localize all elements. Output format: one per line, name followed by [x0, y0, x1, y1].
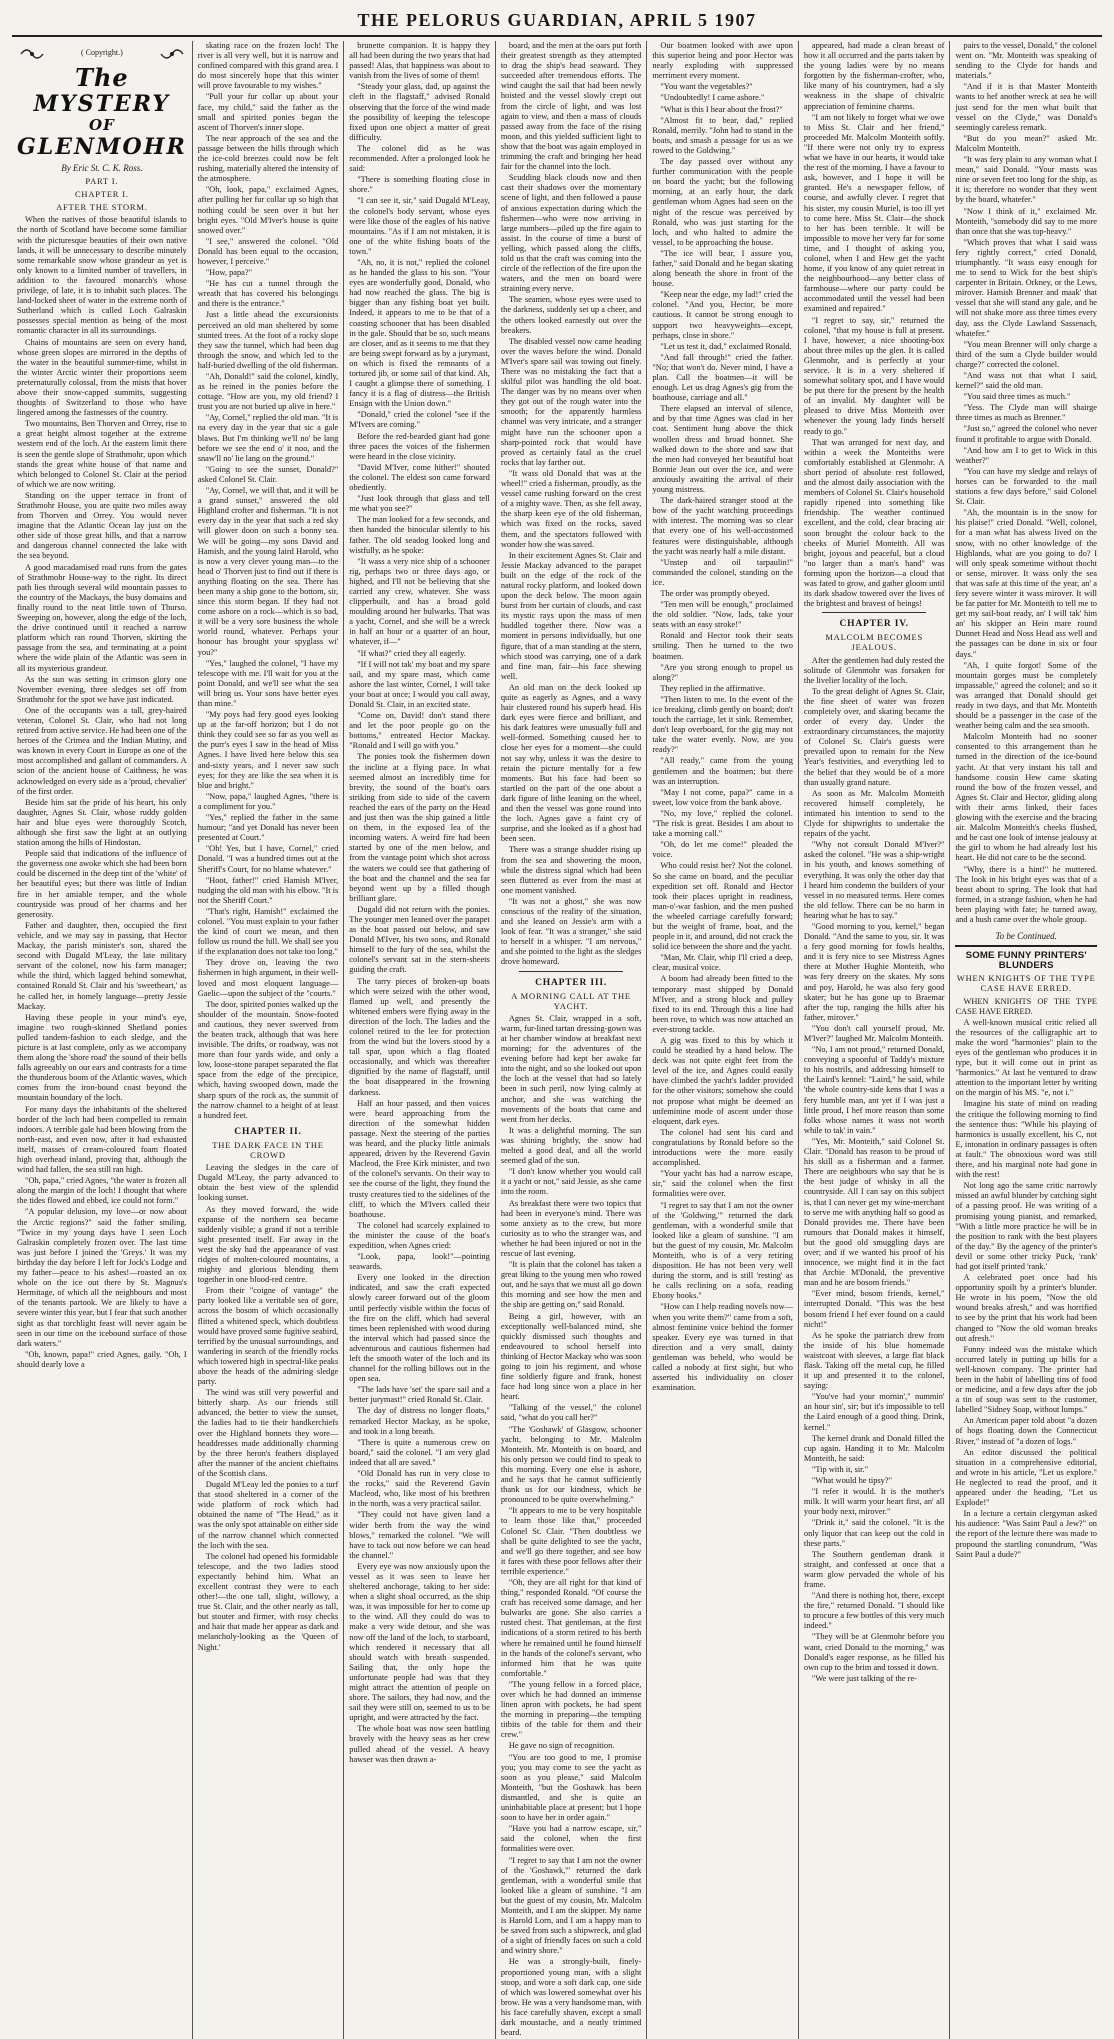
paragraph: "The 'Goshawk' of Glasgow, schooner yacht, belonging to Mr. Malcolm Monteith. Mr. Monteith is on board, and his only person we could find to speak to this morning. Every one else is ashore, and he says that he cannot sufficiently thank us for our kindness, which he pronounced to be quite overwhelming." — [500, 1424, 642, 1505]
paragraph: An American paper told about "a dozen of hogs floating down the Connecticut River," instead of "a dozen of logs." — [955, 1416, 1097, 1446]
paragraph: The door, spirited ponies walked up the shoulder of the mountain. Snow-footed and cautious, they never swerved from the beaten track, although that was here invisible. The drifts, or roadway, was not more than four yards wide, and only a low, loose-stone parapet separated the flat space from the edge of the precipice, which, having swooped down, made the sharp spurs of the rock as, the summit of the narrow channel to a height of at least a hundred feet. — [197, 999, 339, 1120]
paragraph: "Going to see the sunset, Donald?" asked Colonel St. Clair. — [197, 464, 339, 484]
paragraph: "Unstep and oil tarpaulin!" commanded the colonel, standing on the ice. — [652, 557, 793, 587]
paragraph: The dark-haired stranger stood at the bow of the yacht watching proceedings with interest. The morning was so clear that every one of his well-accustomed features were distinguishable, although the yacht was nearly half a mile distant. — [652, 496, 793, 556]
paragraph: "Good morning to you, kernel," began Donald. "And the same to you, sir. It was a fery good morning for fowls healths, and it is fery nice to see Mistress Agnes there at Mother Hughie Monteith, who was fery dreery on the skates. My sons and poy, Harold, he was also fery good skater; but he has gone up to Braemar after the tup, ranging the hills after his father, mirover." — [803, 921, 945, 1022]
paragraph: "And there is nothing hot, there, except the fire," returned Donald. "I should like to procure a few bottles of this very much indeed." — [803, 1591, 945, 1631]
paragraph: Being a girl, however, with an exceptionally well-balanced mind, she quickly dismissed such thoughts and endeavoured to school herself into thinking of Hector Mackay who was soon going to join his regiment, and whose fine soldierly figure and frank, honest face had long since won a place in her heart. — [500, 1311, 642, 1402]
paragraph: The colonel did as he was recommended. After a prolonged look he said: — [349, 143, 490, 174]
paragraph: "There is quite a numerous crew on board," said the colonel. "I am very glad indeed that all are saved." — [349, 1437, 490, 1467]
paragraph: It was a delightful morning. The sun was shining brightly, the snow had melted a good deal, and all the world seemed glad of the sun. — [500, 1125, 642, 1166]
paragraph: "It appears to me to be very hospitable to learn those like that," proceeded Colonel St. Clair. "Then doubtless we shall be quite delighted to see the yacht, and we'll go there together, and see how it fares with these poor fellows after their terrible experience." — [500, 1506, 642, 1576]
paragraph: "I can see it, sir," said Dugald M'Leay, the colonel's body servant, whose eyes were like those of the eagles of his native mountains. "As if I am not mistaken, it is one of the white fishing boats of the town." — [349, 196, 490, 256]
paragraph: The kernel drank and Donald filled the cup again. Handing it to Mr. Malcolm Monteith, he said: — [803, 1433, 945, 1463]
paragraph: "All ready," came from the young gentlemen and the boatmen; but there was an interruption. — [652, 756, 793, 786]
paragraph: pairs to the vessel, Donald," the colonel went on. "Mr. Monteith was speaking of sending to the Clyde for hands and materials." — [955, 41, 1097, 81]
paragraph: "Pull your fur collar up about your face, my child," said the father as the small and spirited ponies began the ascent of Thorven's inner slope. — [197, 92, 339, 132]
sidebar-title: SOME FUNNY PRINTERS' BLUNDERS — [955, 945, 1097, 971]
paragraph: "You are too good to me, I promise you; you may come to see the yacht as soon as you please," said Malcolm Monteith, "but the Goshawk has been dismantled, and she is quite an uninhabitable place at present; but I hope soon to have her in order again." — [500, 1752, 642, 1823]
paragraph: "Ah, I quite forgot! Some of the mountain gorges must be completely impassable," agreed the colonel; and so it was arranged that Donald should get ready in two days, and that Mr. Monteith should be a passenger in the case of the weather being calm and the sea smooth. — [955, 660, 1097, 731]
part-label: PART I. — [85, 176, 119, 187]
chapter-4-label: CHAPTER IV. — [839, 619, 909, 630]
sidebar-subtitle: WHEN KNIGHTS OF THE TYPE CASE HAVE ERRED. — [956, 973, 1096, 994]
paragraph: Imagine his state of mind on reading the critique the following morning to find the sentence thus: "While his playing of harmonics is usually excellent, his C, not E, intonation in ordinary passages is often at fault." The obnoxious word was still there, and his marginal note had gone in with the rest! — [955, 1099, 1097, 1180]
paragraph: "My poys had fery good eyes looking up at the far-off horizon; but I do not think they could see so far as you well as the purr's eyes I saw in the head of Miss Agnes. I have lived here below this sea and-sixty years, and I never saw such eyes; for they are like the sea when it is blue and bright." — [197, 710, 339, 790]
paragraph: Half an hour passed, and then voices were heard approaching from the direction of the somewhat hidden passage. Next the steering of the parties was heard, and the plucky little animals appeared, driven by the Reverend Gavin Macleod, the Free Kirk minister, and two of the colonel's servants. On their way to see the course of the light, they found the trusty creatures tied to the sidelines of the cliff, to which the M'Ivers called their boathouse. — [349, 1098, 490, 1219]
paragraph: "I regret to say that I am not the owner of the 'Goshawk,'" returned the dark gentleman, with a wonderful smile that looked like a gleam of sunshine. "I am but the guest of my cousin, Mr. Malcolm Monteith, and I am the skipper. My name is Harold Lorn, and I am a happy man to be saved from such a shipwreck, and glad of a sight of friendly faces on such a cold and wintry shore." — [500, 1855, 642, 1956]
paragraph: "Almost fit to bear, dad," replied Ronald, merrily. "John had to stand in the boats, and smash a passage for us as we rowed to the Goldwing." — [652, 115, 793, 155]
paragraph: "The young fellow in a forced place, over which he had donned an immense linen apron with pockets, he had spent the morning in preparing—the tempting titbits of the table for them and their crew." — [500, 1679, 642, 1740]
paragraph: "Why, there is a hint!" he muttered. The look in his bright eyes was that of a beast about to spring. The look that had formed, in a strange fashion, when he had been playing with fate; he turned away, and a hush came over the whole group. — [955, 864, 1097, 924]
paragraph: Scudding black clouds now and then cast their shadows over the momentary scene of light, and then followed a pause of anxious expectation during which the fishermen—who were now arriving in large numbers—piled up the fire again to assist. In the course of time a burst of yelling, which passed along the cliffs, told us that the craft was coming into the circle of the reflection of the fire upon the waters, and the men on board were straining every nerve. — [500, 173, 642, 294]
paragraph: Before the red-bearded giant had gone three paces the voices of the fishermen were heard in the close vicinity. — [349, 431, 490, 461]
paragraph: skating race on the frozen loch! The river is all very well, but it is narrow and confined compared with this grand area. I do most sincerely hope that this winter will prove favourable to my wishes." — [197, 41, 339, 91]
column-7 — [950, 41, 1102, 2039]
paragraph: "David M'Iver, come hither!" shouted the colonel. The eldest son came forward obediently. — [349, 462, 490, 493]
paragraph: The wind was still very powerful and bitterly sharp. As our friends still advanced, the better to view the sunset, the ladies had to tie their handkerchiefs over the Highland bonnets they wore—headdresses made additionally charming by the three heron's feathers displayed after the manner of the ancient chieftains of the Scottish clans. — [197, 1388, 339, 1478]
paragraph: "And how am I to get to Wick in this weather?" — [955, 445, 1097, 465]
paragraph: "Oh, do let me come!" pleaded the voice. — [652, 840, 793, 860]
paragraph: The disabled vessel now came heading over the waves before the wind. Donald M'Iver's spare sail was towing out finely. There was no mistaking the fact that a skilful pilot was handling the old boat. The danger was by no means over when they got out of the rough water into the smooth; for the apparently harmless channel was very intricate, and a stranger might have run the schooner upon a sharp-pointed rock that would have proved as certainly fatal as the cruel rocks that lay farther out. — [500, 336, 642, 467]
paragraph: "They could not have given land a wider berth from the way the wind blows," remarked the colonel. "We will have to tack out now before we can head the channel." — [349, 1510, 490, 1560]
paragraph: A well-known musical critic relied all the resources of the calligraphic art to make the word "harmonies" plain to the eyes of the gentleman who produces it in type, but it will come out in print as "harmonics." At last he ventured to draw attention to the important letter by writing on the margin of his MS. "e, not i." — [955, 1017, 1097, 1098]
paragraph: "And wass not that what I said, kernel?" said the old man. — [955, 371, 1097, 391]
paragraph: "It is plain that the colonel has taken a great liking to the young men who rowed out, and he says that we must all go down this morning and see how the men and the ship are getting on," said Ronald. — [500, 1260, 642, 1310]
paragraph: "It was fery plain to any woman what I mean," said Donald. "Your masts was nine or seven feet too long for the ship, as it is; therefore no wonder that they went by the board, whatefer." — [955, 155, 1097, 205]
paragraph: "Yes," laughed the colonel, "I have my telescope with me. I'll wait for you at the point Donald, and we'll see what the sea will bring us. Your sons have better eyes than mine." — [197, 658, 339, 708]
paragraph: "Oh, look, papa," exclaimed Agnes, after pulling her fur collar up so high that nothing could be seen over it but her bright eyes. "Old M'Iver's house is quite snowed over." — [197, 185, 339, 235]
title-of: OF — [89, 116, 115, 134]
paragraph: A good macadamised road runs from the gates of Strathmohr House-way to the right. Its direct path lies through several wild mountain passes to the country of the Mackays, the busy domains and finally round to the neat little town of Thurso. Sweeping on, however, along the edge of the loch, the drive continued until it reached a narrow platform which ran round Thorven, skirting the passage from the sea, and terminating at a point where the wide plain of the Atlantic was seen in all its mysterious grandeur. — [17, 562, 187, 673]
paragraph: "Talking of the vessel," the colonel said, "what do you call her?" — [500, 1403, 642, 1423]
paragraph: There was a strange shudder rising up from the sea and showering the moon, while the distress signal which had been seen fluttered as ever from the mast at one moment vanished. — [500, 845, 642, 895]
paragraph: Not long ago the same critic narrowly missed an awful blunder by catching sight of a passing proof. He was writing of a promising young pianist, and remarked, "With a little more practice he will be in the position to rank with the best players of the day." By the agency of the printer's devil or some other tricky Puck, 'rank' had got itself printed 'rank.' — [955, 1181, 1097, 1271]
paragraph: The colonel had sent his card and congratulations by Ronald before so the introductions were the more easily accomplished. — [652, 1127, 793, 1168]
chapter-1-title: AFTER THE STORM. — [56, 202, 148, 213]
paragraph: He was a strongly-built, finely-proportioned young man, with a slight stoop, and wore a soft dark cap, one side of which was lowered somewhat over his brow. He was a very handsome man, with his face carefully shaven, except a small dark moustache, and a neatly trimmed beard. — [500, 1957, 642, 2038]
chapter-3-title: A MORNING CALL AT THE YACHT. — [511, 990, 631, 1011]
paragraph: One of the occupants was a tall, grey-haired veteran, Colonel St. Clair, who had not long retired from active service. He had been one of the heroes of the Crimea and the Indian Mutiny, and was known in every Court in Europe as one of the most accomplished and gallant of commanders. A scion of the ancient house of Caithness, he was acknowledged on every side as a 'proud, chevalier' of the first order. — [17, 705, 187, 796]
column-5 — [647, 41, 799, 2039]
paragraph: In a lecture a certain clergyman asked his audience: "Was Saint Paul a Jew?" on the report of the lecture there was made to propound the startling conundrum, "Was Saint Paul a dude?" — [955, 1509, 1097, 1559]
paragraph: "It wass a very nice ship of a schooner rig, perhaps two or three days ago, or highed, and I'll not be believing that she carried any crew, whatever. She wass clipperbuilt, and has a broad gold moulding around her bulwarks. That was a yacht, Cornel, and she will be a wreck in half an hour or a quarter of an hour, whatever, if—" — [349, 556, 490, 647]
paragraph: The colonel had scarcely explained to the minister the cause of the boat's expedition, when Agnes cried: — [349, 1220, 490, 1250]
paragraph: "Yes, Mr. Monteith," said Colonel St. Clair. "Donald has reason to be proud of his skill as a fisherman and a farmer. There are neighbours who say that he is the best judge of whisky in all the countryside. All I can say on this subject is, that I can never get my wine-merchant to serve me with anything half so good as Donald provides me. There have been rumours that Donald makes it himself, but the good old smuggling days are over; and if we wanted his proof of his innocence, we might find it in the fact that Archie M'Donald, the preventive man and he are bosom friends." — [803, 1136, 945, 1288]
column-6 — [799, 41, 951, 2039]
byline: By Eric St. C. K. Ross. — [61, 163, 143, 173]
paragraph: "May I not come, papa?" came in a sweet, low voice from the bank above. — [652, 787, 793, 807]
paragraph: "If what?" cried they all eagerly. — [357, 648, 466, 658]
paragraph: As soon as Mr. Malcolm Monteith recovered himself completely, he intimated his intention to send to the Clyde for shipwrights to undertake the repairs of the yacht. — [803, 788, 945, 839]
paragraph: Just a little ahead the excursionists perceived an old man sheltered by some stunted trees. At the foot of a rocky slope they saw the tunnel, which had been dug through the snow, and which led to the half-buried dwelling of the old fisherman. — [197, 310, 339, 370]
paragraph: "Ah, no, it is not," replied the colonel as he handed the glass to his son. "Your eyes are wonderfully good, Donald, who had now reached the glass. The big is bigger than any fishing boat yet built. Indeed, it appears to me to be that of a coasting schooner that has been disabled in the gale. Should that be so, such means are closer, and as it seems to me that they are being swept forward as by a jurymast, on which is fixed the remnants of a tortured jib, or some sail of that kind. Ah, I caught a glimpse there of something. I fancy it is a flag of distress—the British Ensign with the Union down." — [349, 257, 490, 409]
copyright-note: ( Copyright.) — [80, 48, 123, 58]
paragraph: "There is something floating close in shore." — [349, 175, 490, 195]
paragraph: "Undoubtedly! I came ashore." — [660, 93, 765, 103]
paragraph: Having these people in your mind's eye, imagine two rough-skinned Shetland ponies pulled tandem-fashion to each sledge, and the picture is at last complete, only as we accompany them along the 'shore road' the sound of their bells falls agreeably on our ears and contrasts for a time the thunderous boom of the Atlantic waves, which comes from the iron-bound coast beyond the mountain boundary of the loch. — [17, 1012, 187, 1103]
paragraph: The order was promptly obeyed. — [660, 588, 770, 598]
paragraph: A gig was fixed to this by which it could be steadied by a hand below. The deck was not quite eight feet from the level of the ice, and Agnes could easily have climbed the yacht's ladder provided for the other visitors; somehow she could not propose what might be deemed an unfeminine mode of ascent under those eloquent, dark eyes. — [652, 1036, 793, 1126]
paragraph: "But do you mean?" asked Mr. Malcolm Monteith. — [955, 133, 1097, 153]
paragraph: "I refer it would. It is the mother's milk. It will warm your heart first, an' all your body next, mirover." — [803, 1487, 945, 1517]
paragraph: As breakfast there were two topics that had been in everyone's mind. There was some anxiety as to the crew, but more curiosity as to who the stranger was, and whether he had been injured or not in the rescue of last evening. — [500, 1198, 642, 1258]
paragraph: "The ice will bear, I assure you, father," said Donald and he began skating along beneath the shore in front of the house. — [652, 248, 793, 289]
paragraph: "Let us test it, dad," exclaimed Ronald. — [660, 341, 792, 351]
paragraph: As they moved forward, the wide expanse of the northern sea became suddenly visible; a grand if not a terrible sight presented itself. Far away in the west the sky had the appearance of vast ridges of molten-coloured mountains, a mighty and glorious blending them together in one blood-red centre. — [197, 1204, 339, 1285]
paragraph: "Yes," replied the father in the same humour; "and yet Donald has never been presented at Court." — [197, 813, 339, 843]
chapter-2-title: THE DARK FACE IN THE CROWD — [212, 1139, 324, 1161]
paragraph: "Just look through that glass and tell me what you see?" — [349, 494, 490, 514]
paragraph: "Yess. The Clyde man will shairge three times as much as Brenner." — [955, 403, 1097, 423]
paragraph: "Man, Mr. Clair, whip I'll cried a deep, clear, musical voice. — [652, 953, 793, 973]
column-3 — [344, 41, 496, 2039]
paragraph: The near approach of the sea and the passage between the hills through which the ice-cold breezes could now be felt rushing, materially altered the intensity of the atmosphere. — [197, 133, 339, 184]
paragraph: "Ay, Cornel," replied the old man. "It is na every day in the year that sic a gale blaws. But I'm thinking we'll no' be lang before we see the end o' it noo, and the snaw'll no' lie lang on the ground." — [197, 413, 339, 463]
to-be-continued: To be Continued. — [995, 931, 1057, 942]
paragraph: When the natives of those beautiful islands to the north of Scotland have become some familiar with the picturesque beauties of their own native lands, it will be unnecessary to describe minutely some remarkable snow whose grandeur as yet is only known to a limited number of travellers, in addition to the favoured monarch's whose privilege, of late, it is to inhabit such places. The land-locked sheet of water in the extreme north of Sutherland which is called Loch Galraskin possesses special mention as being of the most romantic character in all its surroundings. — [17, 215, 187, 336]
paragraph: "He has cut a tunnel through the wreath that has covered his belongings and there is the entrance." — [197, 279, 339, 309]
paragraph: To the great delight of Agnes St. Clair, the fine sheet of water was frozen completely over, and skating became the order of every day. Under the extraordinary circumstances, the majority of Colonel St. Clair's guests were prevailed upon to remain for the New Year's festivities, and everything led to the belief that they would be of a more than usually grand nature. — [803, 686, 945, 787]
title-glenmohr: GLENMOHR — [17, 134, 187, 160]
paragraph: Dugald did not return with the ponies. The younger men leaned over the parapet as the boat passed out below, and saw Donald M'Iver, his two sons, and Ronald himself to the fury of the sea, whilst the colonel's servant sat in the stern-sheets guiding the craft. — [349, 904, 490, 975]
section-rule — [519, 971, 624, 972]
paragraph: "And if it is that Master Monteith wants to hef another wreck at sea he will just send for the men what built that vessel on the Clyde," was Donald's seemingly careless remark. — [955, 82, 1097, 132]
paragraph: He gave no sign of recognition. — [508, 1741, 615, 1751]
columns — [12, 41, 1102, 2038]
paragraph: "That's right, Hamish!" exclaimed the colonel. "You must explain to your father the kind of court we mean, and then follow us round the hill. We shall see you if the explanation does not take too long." — [197, 906, 339, 957]
paragraph: "Look, papa, look!"—pointing seawards. — [349, 1252, 490, 1272]
paragraph: "Why not consult Donald M'Iver?" asked the colonel. "He was a ship-wright in his youth, and knows something of everything. It was only the other day that I heard him condemn the builders of your vessel in no measured terms. Here comes the old fellow. There can be no harm in hearing what he has to say." — [803, 840, 945, 920]
column-2 — [193, 41, 345, 2039]
paragraph: "You mean Brenner will only charge a third of the sum a Clyde builder would charge?" corrected the colonel. — [955, 339, 1097, 369]
paragraph: "Donald," cried the colonel "see if the M'Ivers are coming." — [349, 410, 490, 430]
paragraph: Every eye was now anxiously upon the vessel as it was seen to leave her sheltered anchorage, taking to her side: when a slight shoal occurred, as the ship was, it was impossible for her to come up to the wind. All they could do was to make a very wide detour, and she was now off the land of the loch, to starboard, which rendered it necessary that all should watch with breath suspended. Sailing that, the only hope the unfortunate people had was that they might attract the attention of people on shore. The sailors, they had now, and the sail they were still on, seemed to us to be upright, and were attracted by the fact. — [349, 1561, 490, 1723]
paragraph: The man looked for a few seconds, and then handed the binocular silently to his father. The old seadog looked long and wistfully, as he spoke: — [349, 515, 490, 555]
chapter-1-label: CHAPTER I. — [74, 189, 129, 200]
paragraph: They replied in the affirmative. — [660, 683, 766, 693]
column-1 — [12, 41, 193, 2039]
paragraph: Two mountains, Ben Thorven and Orrey, rise to a great height almost together at the extreme western end of the loch. At the eastern limit there is seen the gentle slope of Strathmohr, upon which stands the great white house of that name and which belonged to Colonel St. Clair at the period of which we are now writing. — [17, 419, 187, 489]
paragraph: Every one looked in the direction indicated, and saw the craft expected slowly career forward out of the gloom until perfectly visible within the focus of the fire on the cliff, which had several times been replenished with wood during the interval which had passed since the adventurous and cautious fishermen had left the smooth water of the loch and its channel for the rolling billows out in the open sea. — [349, 1273, 490, 1384]
title-mystery: MYSTERY — [33, 91, 171, 117]
paragraph: "Ah, the mountain is in the snow for his plaise!" cried Donald. "Well, colonel, for a man what has alwess lived on the snow, with no other knowledge of the Highlands, what are you going to do? I will only speak sometime without thocht or sense, mirover. It wass only the sea that was safe at this time of the year, an' a fery severe winter it wass mirover. It will be far patter for Mr. Monteith to tell me to get my sail-boat ready, an' I will tak' him an' his skipper an Hein mare round Dunnet Head and Noss Head ass well and the passages can be done in six or four days." — [955, 508, 1097, 659]
paragraph: "Now, papa," laughed Agnes, "there is a compliment for you." — [197, 791, 339, 811]
paragraph: "What is this I hear about the frost?" — [660, 104, 783, 114]
paragraph: "The lads have 'set' the spare sail and a better jurymast!" cried Ronald St. Clair. — [349, 1385, 490, 1405]
paragraph: "And fall through!" cried the father. "No; that won't do. Never mind, I have a plan. Call the boatmen—it will be enough. Let us drag Agnes's gig from the boathouse, carriage and all." — [652, 352, 793, 403]
ornament-left-icon — [19, 44, 45, 64]
paragraph: Dugald M'Leay led the ponies to a turf that stood sheltered in a corner of the wide platform of rock which had obtained the name of "The Head," as it was the only spot attainable on either side of the narrow channel which connected the loch with the sea. — [197, 1480, 339, 1550]
paragraph: The whole boat was now seen battling bravely with the heavy seas as her crew pulled ahead of the vessel. A heavy hawser was then drawn a- — [349, 1724, 490, 1764]
paragraph: "It was not a ghost," she was now conscious of the reality of the situation, and she leaned on Jessie's arm with a look of fear. "It was a stranger," she said to herself in a whisper. "I am nervous," and she pointed to the light as the sledges drove homeward. — [500, 896, 642, 967]
paragraph: "Just so," agreed the colonel who never found it profitable to argue with Donald. — [955, 424, 1097, 444]
paragraph: Father and daughter, then, occupied the first vehicle, and we may say in passing, that Hector Mackay, the parish minister's son, shared the second with Dugald M'Leay, the late military servant of the colonel, now his farm manager; while the third, which lagged behind somewhat, contained Ronald St. Clair and his 'sweetheart,' as he called her, in homely language—pretty Jessie Mackay. — [17, 920, 187, 1011]
paragraph: As he spoke the patriarch drew from the inside of his blue homemade waistcoat with sleeves, a large flat black flask. Taking off the metal cup, he filled it up and presented it to the colonel, saying: — [803, 1330, 945, 1391]
masthead: THE PELORUS GUARDIAN, APRIL 5 1907 — [12, 10, 1102, 37]
paragraph: Beside him sat the pride of his heart, his only daughter, Agnes St. Clair, whose ruddy golden hair and blue eyes were thoroughly Scotch, although she first saw the light at an outlying station among the hills of Hindostan. — [17, 797, 187, 848]
paragraph: "Are you strong enough to propel us along?" — [652, 662, 793, 682]
paragraph: "Keep near the edge, my lad!" cried the colonel. "And you, Hector, be more cautious. It cannot be strong enough to support two heavyweights—except, perhaps, close in shore." — [652, 290, 793, 340]
paragraph: There elapsed an interval of silence, and by that time Agnes was clad in her coat. Sentiment hung above the thick woollen dress and broad bonnet. She walked down to the shore and saw that the men had conveyed her beautiful boat Bonnie Jean out over the ice, and were anxiously awaiting the arrival of their young mistress. — [652, 404, 793, 495]
chapter-3-label: CHAPTER III. — [535, 977, 608, 988]
paragraph: "Your yacht has had a narrow escape, sir," said the colonel when the first formalities were over. — [652, 1169, 793, 1199]
paragraph: "They will be at Glenmohr before you want, cried Donald to the morning," was Donald's eager response, as he filled his own cup to the brim and tossed it down. — [803, 1632, 945, 1672]
paragraph: "Hoot, father!" cried Hamish M'Iver, nudging the old man with his elbow. "It is not the Sheriff Court." — [197, 875, 339, 905]
paragraph: "No, I am not proud," returned Donald, conveying a spoonful of Taddy's mixture to his nostrils, and addressing himself to the Laird's kennel: "Laird," he said, while 'the whole country-side kens that I was a fery humble man, ant yet if I was just a little proud, I hef more reason than some folks whose names it wass not worth while to tak' in vain." — [803, 1045, 945, 1135]
paragraph: "How, papa?" — [205, 268, 253, 278]
section-rule — [822, 612, 927, 613]
paragraph: "Tip with it, sir." — [811, 1464, 869, 1474]
paragraph: "How can I help reading novels now—when you write them?" came from a soft, almost feminine voice behind the former speaker. Every eye was turned in that direction and a very small, dainty gentleman was beheld, who would be called a nobody at first sight, but who asserted his individuality on closer examination. — [652, 1302, 793, 1393]
paragraph: Standing on the upper terrace in front of Strathmohr House, you are quite two miles away from Thorven and Orrey. You would never imagine that the Atlantic Ocean lay just on the other side of those great hills, and that a narrow and dangerous channel connected the lake with the sea beyond. — [17, 490, 187, 561]
paragraph: Funny indeed was the mistake which occurred lately in putting up bills for a well-known company. The printer had been in the habit of labelling tins of food or medicine, and a few days after the job a tin of soup was sent to the customer, labelled "Sidney Soap, without lumps." — [955, 1344, 1097, 1415]
paragraph: "No, my love," replied the colonel. "The risk is great. Besides I am about to take a morning call." — [652, 808, 793, 839]
paragraph: "Have you had a narrow escape, sir," said the colonel, when the first formalities were over. — [500, 1824, 642, 1854]
paragraph: That was arranged for next day, and within a week the Monteiths were comfortably established at Glenmohr. A short period of absolute rest followed, and the almost daily association with the members of Colonel St. Clair's household rapidly ripened into something like friendship. The weather continued excellent, and the cold, clear bracing air soon brought the colour back to the cheeks of Muriel Monteith. All was bright, joyous and peaceful, but a cloud "no larger than a man's hand" was forming upon the horizon—a cloud that was fated to grow, and gather gloom until its dark shadow towered over the lives of the brightest and bravest of beings! — [803, 437, 945, 609]
paragraph: appeared, had made a clean breast of how it all occurred and the parts taken by the young ladies were by no means forgotten by the fisherman-crofter, who, like many of his countrymen, had a sly weakness in the shape of chivalric appreciation of feminine charms. — [803, 41, 945, 111]
paragraph: "Oh, they are all right for that kind of thing," responded Ronald. "Of course the craft has received some damage, and her bulwarks are gone. She also carries a rusted chest. That gentleman, at the first indications of a storm retired to his berth where he remained until he found himself in the hands of the colonel's servant, who informed him that he was quite comfortable." — [500, 1577, 642, 1678]
title-the: The — [75, 63, 129, 92]
paragraph: "It wass old Donald that was at the wheel!" cried a fisherman, proudly, as the vessel came rushing forward on the crest of a mighty wave. Then, as she fell away, the sharp keen eye of the old fisherman, which was fixed on the rocks, saved them, and the spectators followed with wonder how she was saved. — [500, 468, 642, 549]
paragraph: Chains of mountains are seen on every hand, whose green slopes are mirrored in the depths of the water in the beautiful summer-time, whilst in the winter Arctic winter their proportions seem preternaturally colossal, from the mists that hover above their snow-capped summits, suggesting thoughts of Switzerland to those who have lingered among the fastnesses of the country. — [17, 337, 187, 418]
paragraph: An editor discussed the political situation in a comprehensive editorial, and wrote in his article, "Let us explore." He neglected to read the proof, and it appeared under the heading, "Let us Explode!" — [955, 1447, 1097, 1508]
paragraph: WHEN KNIGHTS OF THE TYPE CASE HAVE ERRED. — [955, 996, 1097, 1016]
paragraph: "I regret to say, sir," returned the colonel, "that my house is full at present. I have, however, a nice shooting-box about three miles up the glen. It is called Glenmohr, and is perfectly at your service. It is in a very sheltered if somewhat solitary spot, and I have would be put there for the present by the health of an invalid. My daughter will be pleased to drive Miss Monteith over whenever the young lady finds herself ready to go." — [803, 315, 945, 436]
paragraph: A celebrated poet once had his opportunity spoilt by a printer's blunder. He wrote in his poem, "Now the old wound breaks afresh," and was horrified to see by the print that his work had been changed to "Now the old woman breaks out afresh." — [955, 1273, 1097, 1343]
paragraph: "I am not likely to forget what we owe to Miss St. Clair and her friend," proceeded Mr. Malcolm Monteith softly. "If there were not only try to express what we have in our hearts, it would take the rest of the morning. I have a favour to ask, however, and I hope it will be granted. He's a newspaper fellow, of course, and awfully clever. I regret that his sister, my cousin Muriel, is too ill yet to come here. Miss St. Clair—the shock to her has been terrible. It will be impossible to move her very far for some time, and I thought of asking you, colonel, when I and Hew get the yacht home, if you know of any quiet retreat in the neighbourhood—any better class of farmhouse—where our party could be accommodated until the vessel had been examined and repaired." — [803, 112, 945, 314]
paragraph: They drove on, leaving the two fishermen in high argument, in their well-loved and most eloquent language—Gaelic—upon the subject of the "courts." — [197, 958, 339, 998]
paragraph: Who could resist her? Not the colonel. So she came on board, and the peculiar expedition set off. Ronald and Hector took their places upright in readiness, man-o'-war fashion, and the men pushed the wheeled carriage carefully forward; but the weight of frame, boat, and the people in it, and around, did not crack the solid ice between the shore and the yacht. — [652, 861, 793, 952]
paragraph: Agnes St. Clair, wrapped in a soft, warm, fur-lined tartan dressing-gown was at her chamber window at breakfast next morning; for the adventures of the evening before had kept her awake far into the night, and so she looked out upon the loch at the vessel that had so lately been in such peril, now lying calmly at anchor, and she was watching the movements of the boats that came and went from her decks. — [500, 1013, 642, 1124]
paragraph: A boom had already been fitted to the temporary mast shipped by Donald M'Iver, and a strong block and pulley fixed to its end. Through this a line had been rove, to which was now attached an ever-strong tackle. — [652, 974, 793, 1034]
paragraph: Leaving the sledges in the care of Dugald M'Leay, the party advanced to obtain the best view of the splendid looking sunset. — [197, 1163, 339, 1203]
paragraph: Ronald and Hector took their seats smiling. Then he turned to the two boatmen. — [652, 631, 793, 661]
paragraph: As the sun was setting in crimson glory one November evening, three sledges set off from Strathmohr for the spot we have just indicated. — [17, 674, 187, 704]
paragraph: "I see," answered the colonel. "Old Donald has been equal to the occasion, however, I perceive." — [197, 236, 339, 266]
paragraph: "Old Donald has run in very close to the rocks," said the Reverend Gavin Macleod, who, like most of his brethren in the north, was a very practical sailor. — [349, 1469, 490, 1509]
paragraph: "If I will not tak' my boat and my spare sail, and my spare mast, which came ashore the last winter, Cornel, I will take your boat at once; I would you call away, Donald St. Clair, in an excited state. — [349, 659, 490, 709]
ornament-right-icon — [159, 44, 185, 64]
paragraph: "We were just talking of the re- — [811, 1673, 917, 1683]
paragraph: The tarry pieces of broken-up boats which were seized with the other wood, flamed up well, and presently the whitened embers were flying away in the direction of the loch. The ladies and the colonel retired to the lee for protection from the wind but the lovers stood by a tall spar, upon which a flag floated occasionally, and which was thereafter dignified by the name of flagstaff, until the boat disappeared in the frowning darkness. — [349, 976, 490, 1097]
paragraph: "You don't call yourself proud, Mr. M'Iver?" laughed Mr. Malcolm Monteith. — [803, 1023, 945, 1043]
paragraph: "You've had your mornin'," nummin' an hour sin', sir; but it's impossible to tell the Laird enough of a good thing. Drink, kernel." — [803, 1392, 945, 1432]
story-title-block — [17, 41, 187, 212]
paragraph: The ponies took the fishermen down the incline at a flying pace. In what seemed almost an incredibly time for brevity, the sound of the boat's oars striking from side to side of the cavern reached the ears of the party on the Head and just then was the ship gained a little on them, in the exposed lea of the incoming waters. A weird fire had been started by one of the men below, and from the vantage point which shot across the waters we could see that gathering of the boat and the channel and the sea far beyond went up by a filled though brilliant glare. — [349, 752, 490, 903]
chapter-2-label: CHAPTER II. — [234, 1126, 302, 1137]
paragraph: "You can have my sledge and relays of horses can be forwarded to the mail stations a few days before," said Colonel St. Clair. — [955, 466, 1097, 507]
paragraph: The day passed over without any further communication with the people on board the yacht; but the following morning, at an early hour, the dark gentleman whom Agnes had seen on the night of the rescue was perceived by Ronald, who was just starting for the loch, and who halted to admire the vessel, to be approaching the house. — [652, 157, 793, 247]
chapter-4-title: MALCOLM BECOMES JEALOUS. — [825, 632, 924, 653]
paragraph: "Oh, papa," cried Agnes, "the water is frozen all along the margin of the loch! I thought that where the tides flowed and ebbed, ice could not form." — [17, 1176, 187, 1206]
paragraph: After the gentlemen had duly rested the solitude of Glenmohr was forsaken for the livelier locality of the loch. — [803, 655, 945, 685]
paragraph: "I don't know whether you would call it a yacht or not," said Jessie, as she came into the room. — [500, 1167, 642, 1197]
paragraph: "Then listen to me. In the event of the ice breaking, climb gently on board; don't touch the carriage, let it sink. Remember, don't leap overboard, for the gig may not take the water evenly. Now, are you ready?" — [652, 694, 793, 755]
paragraph: In their excitement Agnes St. Clair and Jessie Mackay advanced to the parapet built on the edge of the rock of the natural rocky platform, and looked down upon the deck below. The moon again burst from her curtain of clouds, and cast its mystic rays upon the mass of men huddled together there. Now was a moment in persons individually, but one figure, that of a man standing at the stern, which stood was carrying, one of a dark and fine man, fair—his face shewing well. — [500, 550, 642, 681]
paragraph: For many days the inhabitants of the sheltered border of the loch had been compelled to remain indoors. A terrible gale had been blowing from the north-east, and even now, after it had exhausted itself, masses of cream-coloured foam floated high overhead inland, proving that, although the wind had fallen, the sea still ran high. — [17, 1104, 187, 1175]
paragraph: "Ever mind, bosom friends, kernel," interrupted Donald. "This was the best bosom friend I hef ever found on a cauld nicht!" — [803, 1289, 945, 1329]
paragraph: "Ah, Donald!" said the colonel, kindly, as he reined in the ponies before the cottage. "How are you, my old friend? I trust you are not buried up alive in here." — [197, 372, 339, 412]
paragraph: "I regret to say that I am not the owner of the 'Goldwing,'" returned the dark gentleman, with a wonderful smile that looked like a gleam of sunshine. "I am but the guest of my cousin, Mr. Malcolm Monteith, who is of a very retiring disposition. He has not been very well during the storm, and is still 'resting' as he calls reclining on a sofa, reading Ebony books." — [652, 1200, 793, 1301]
paragraph: "Which proves that what I said wass fery rightly correct," cried Donald, triumphantly. "It wass easy enough for me to send to Wick for the best ship's carpenter in Britain. Orkney, or the Lews, mirover. Hamish Brenner and maak' that vessel that she will stand any gale, and he will not shake more ass three times every day, ass the Clyde Lawland Sassenach, whatefer." — [955, 237, 1097, 338]
paragraph: brunette companion. It is happy they all had been during the two years that had passed! Alas, that happiness was about to vanish from the lives of some of them! — [349, 41, 490, 81]
paragraph: "Now I think of it," exclaimed Mr. Monteith, "somebody did say to me more than once that she was top-heavy." — [955, 206, 1097, 236]
paragraph: "You said three times as much." — [963, 392, 1071, 402]
paragraph: "Steady your glass, dad, up against the cleft in the flagstaff," advised Ronald observing that the force of the wind made the possibility of keeping the telescope fixed upon one object a matter of great difficulty. — [349, 82, 490, 142]
paragraph: "Oh, known, papa!" cried Agnes, gaily. "Oh, I should dearly love a — [17, 1349, 187, 1369]
paragraph: The day of distress no longer floats," remarked Hector Mackay, as he spoke, and took in a long breath. — [349, 1406, 490, 1436]
paragraph: The seamen, whose eyes were used to the darkness, suddenly set up a cheer, and the others looked earnestly out over the breakers. — [500, 295, 642, 335]
paragraph: The colonel had opened his formidable telescope, and the two ladies stood expectantly behind him. What an excellent contrast they were to each other!—the one tall, slight, willowy, a true St. Clair, and the other nearly as tall, but stouter and firmer, with rosy checks and hair that made her appear as dark and melancholy-looking as the 'Queen of Night.' — [197, 1551, 339, 1652]
paragraph: People said that indications of the influence of the governess one awoke which she had been born could be discerned in the deep tint of the 'white' of her beautiful eyes; but there was little of Indian fire in her amiable temper, and the whole countryside was proud of her charms and her generosity. — [17, 849, 187, 919]
paragraph: board, and the men at the oars put forth their greatest strength as they attempted to drag the ship's head seaward. They succeeded after tremendous efforts. The wind caught the sail that had been newly hoisted and the vessel slowly crept out from the circle of light, and was lost again to view, and then a mass of clouds passed away from the face of the rising moon, and this yielded sufficient light to show that the boat was again employed in trimming the craft and bringing her head fair for the channel into the loch. — [500, 41, 642, 172]
paragraph: An old man on the deck looked up quite as eagerly as Agnes, and a wavy hair clustered round his superb head. His dark eyes were fierce and brilliant, and his dark features were unusually full and well-formed. Something caused her to close her eyes for a moment—she could not say why, unless it was the desire to retain the picture mentally for a few moments. But his face had been so startled on the part of the one about a dark figure of lithe leaning on the wheel, and then the vessel was gone round into the loch. Agnes gave a faint cry of surprise, and she looked as if a ghost had been seen. — [500, 682, 642, 844]
paragraph: "You want the vegetables?" — [660, 82, 753, 92]
paragraph: From their "coigne of vantage" the party looked like a veritable sea of gore, across the bosom of which occasionally flitted a whitened speck, which doubtless would have proved some fugitive seabird, terrified by the unusual surroundings, and wandering in search of the friendly rocks which towered high in spectral-like peaks above the heads of the admiring sledge party. — [197, 1286, 339, 1387]
paragraph: "Come on, David! don't stand there and let the poor people go on the bottoms," entreated Hector Mackay. "Ronald and I will go with you." — [349, 711, 490, 751]
column-4 — [496, 41, 648, 2039]
paragraph: "Ay, Cornel, we will that, and it will be a grand sunset," answered the old Highland crofter and fisherman. "It is not every day in the year that such a red sky will glower doon on such a bonny sea. We will be going—my sons David and Hamish, and the young laird Harold, who is now a very clever young man—to the head o' Thorven just to find out if there is anything floating on the sea. There has been many a ship gone to the bottom, sir, since this storm began. If they had not come ashore on a rock—which is so bad, it will be a very sore business the whole world round, whatever. Perhaps your honour has brought your spyglass wi' you?" — [197, 486, 339, 657]
paragraph: "A popular delusion, my love—or now about the Arctic regions?" said the father smiling. "Twice in my young days have I seen Loch Galraskin completely frozen over. The last time was just before I joined the 'Greys.' It was my birthday the day before I left for Jock's Lodge and my father—peace to his ashes!—roasted an ox whole on the ice out there by St. Magnus's Hermitage, of which all the neighbours and most of the tenants partook. We are likely to have a severe winter this year, but I fear that such another sight as that torchlight feast will never again be seen in our time on the icebound surface of those dark waters." — [17, 1207, 187, 1348]
paragraph: "Oh! Yes, but I have, Cornel," cried Donald. "I was a hundred times out at the Sheriff's Court, for no blame whatever." — [197, 844, 339, 874]
paragraph: The Southern gentleman drank it straight, and confessed at once that a warm glow pervaded the whole of his frame. — [803, 1549, 945, 1589]
paragraph: Our boatmen looked with awe upon this superior being and poor Hector was nearly exploding with suppressed merriment every moment. — [652, 41, 793, 81]
paragraph: "Ten men will be enough," proclaimed the old soldier. "Now, lads, take your seats with an easy stroke!" — [652, 600, 793, 630]
paragraph: "What would he tipsy?" — [811, 1476, 893, 1486]
paragraph: Malcolm Monteith had no sooner consented to this arrangement than he turned in the direction of the ice-bound yacht. At that very instant his tall and handsome cousin Hew came skating round the bow of the frozen vessel, and Agnes St. Clair and Hector, gliding along with their arms linked, their faces glowing with the exercise and the bracing air. Malcolm Monteith's cheeks flushed, and he cast one look of intense jealousy at the girl to whom he had already lost his heart. He did not care to be the second. — [955, 732, 1097, 863]
paragraph: "Drink it," said the colonel. "It is the only liquor that can keep out the cold in these parts." — [803, 1518, 945, 1548]
